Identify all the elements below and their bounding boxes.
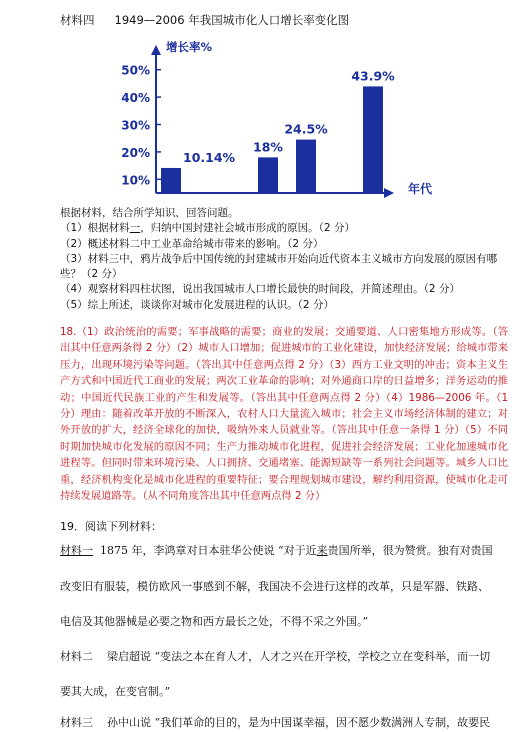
material-2-line-1: 材料二 梁启超说 “变法之本在育人才，人才之兴在开学校，学校之立在变科举，而一切 — [60, 650, 491, 663]
bar — [296, 140, 316, 193]
question-4: （4）观察材料四柱状图，说出我国城市人口增长最快的时间段，并简述理由。（2 分） — [60, 283, 460, 296]
question-block — [60, 206, 500, 313]
y-tick-label: 30% — [121, 118, 150, 133]
bar-data-label: 24.5% — [284, 121, 328, 137]
questions-intro: 根据材料，结合所学知识，回答问题。 — [60, 207, 239, 219]
material-2-label: 材料二 — [60, 650, 93, 663]
bar — [161, 168, 181, 193]
y-tick-label: 20% — [121, 145, 150, 160]
answer-text: 18.（1）政治统治的需要；军事战略的需要；商业的发展；交通要道、人口密集地方形成等。（答出其中任意两条得 2 分）（2）城市人口增加；促进城市的工业化建设，加快经济发展；给城市带来压力，出现环境污染等问题。（答出其中任意两点得 2 分）（3）西方工业文明的冲击；资本主义生产方式和中国近代工商业的发展；两次工业革命的影响；对外通商口岸的日益增多；洋务运动的推动；中国近代民族工业的产生和发展等。（答出其中任意两点得 2 分）（4）1986—2006 年。（1 分）理由：随着改革开放的不断深入，农村人口大量流入城市；社会主义市场经济体制的建立；对外开放的扩大，经济全球化的加快，吸纳外来人员就业等。（答出其中任意一条得 1 分）（5）不同时期加快城市化发展的原因不同；生产力推动城市化进程，促进社会经济发展；工业化加速城市化进程等。但同时带来环境污染、人口拥挤、交通堵塞、能源短缺等一系列社会问题等。城乡人口比重，经济机构变化是城市化进程的重要特征；要合理规划城市建设，解约利用资源，使城市化走可持续发展道路等。（从不同角度答出其中任意两点得 2 分） — [60, 326, 508, 503]
material-1-line-1: 材料一 1875 年，李鸿章对日本驻华公使说 “对于近来贵国所举，很为赞赏。独有对贵国 — [60, 544, 493, 557]
y-tick-label: 50% — [121, 63, 150, 78]
question-1: （1）根据材料一，归纳中国封建社会城市形成的原因。（2 分） — [60, 222, 355, 235]
material-1-line-2: 改变旧有服装，模仿欧风一事感到不解，我国决不会进行这样的改革，只是军器、铁路、 — [60, 580, 489, 593]
material-1-label: 材料一 — [60, 544, 93, 557]
material-3-label: 材料三 — [60, 716, 93, 729]
y-axis-arrow — [151, 45, 161, 55]
question-19-heading: 19．阅读下列材料： — [60, 520, 162, 533]
bar-data-label: 10.14% — [183, 149, 236, 165]
y-tick-label: 10% — [121, 173, 150, 188]
bar — [258, 157, 278, 193]
bar — [363, 86, 383, 193]
bar-data-label: 43.9% — [351, 68, 395, 84]
urbanization-bar-chart — [96, 30, 436, 210]
question-2: （2）概述材料二中工业革命给城市带来的影响。（2 分） — [60, 237, 324, 250]
material-1-line-3: 电信及其他器械是必要之物和西方最长之处，不得不采之外国。” — [60, 615, 369, 628]
x-axis-arrow — [384, 188, 394, 198]
question-5: （5）综上所述，谈谈你对城市化发展进程的认识。（2 分） — [60, 298, 334, 311]
x-axis-label: 年代 — [408, 182, 433, 196]
figure-title-line — [60, 12, 349, 28]
y-tick-label: 40% — [121, 91, 150, 106]
figure-title: 1949—2006 年我国城市化人口增长率变化图 — [114, 13, 350, 27]
question-3: （3）材料三中，鸦片战争后中国传统的封建城市开始向近代资本主义城市方向发展的原因有哪些？（2 分） — [60, 252, 498, 281]
bar-data-label: 18% — [253, 139, 283, 155]
figure-label: 材料四 — [60, 13, 95, 27]
material-3-line-1: 材料三 孙中山说 “我们革命的目的，是为中国谋幸福，因不愿少数满洲人专制，故要民 — [60, 716, 491, 729]
material-2-line-2: 要其大成，在变官制。” — [60, 685, 171, 698]
y-axis-label: 增长率% — [166, 40, 213, 54]
